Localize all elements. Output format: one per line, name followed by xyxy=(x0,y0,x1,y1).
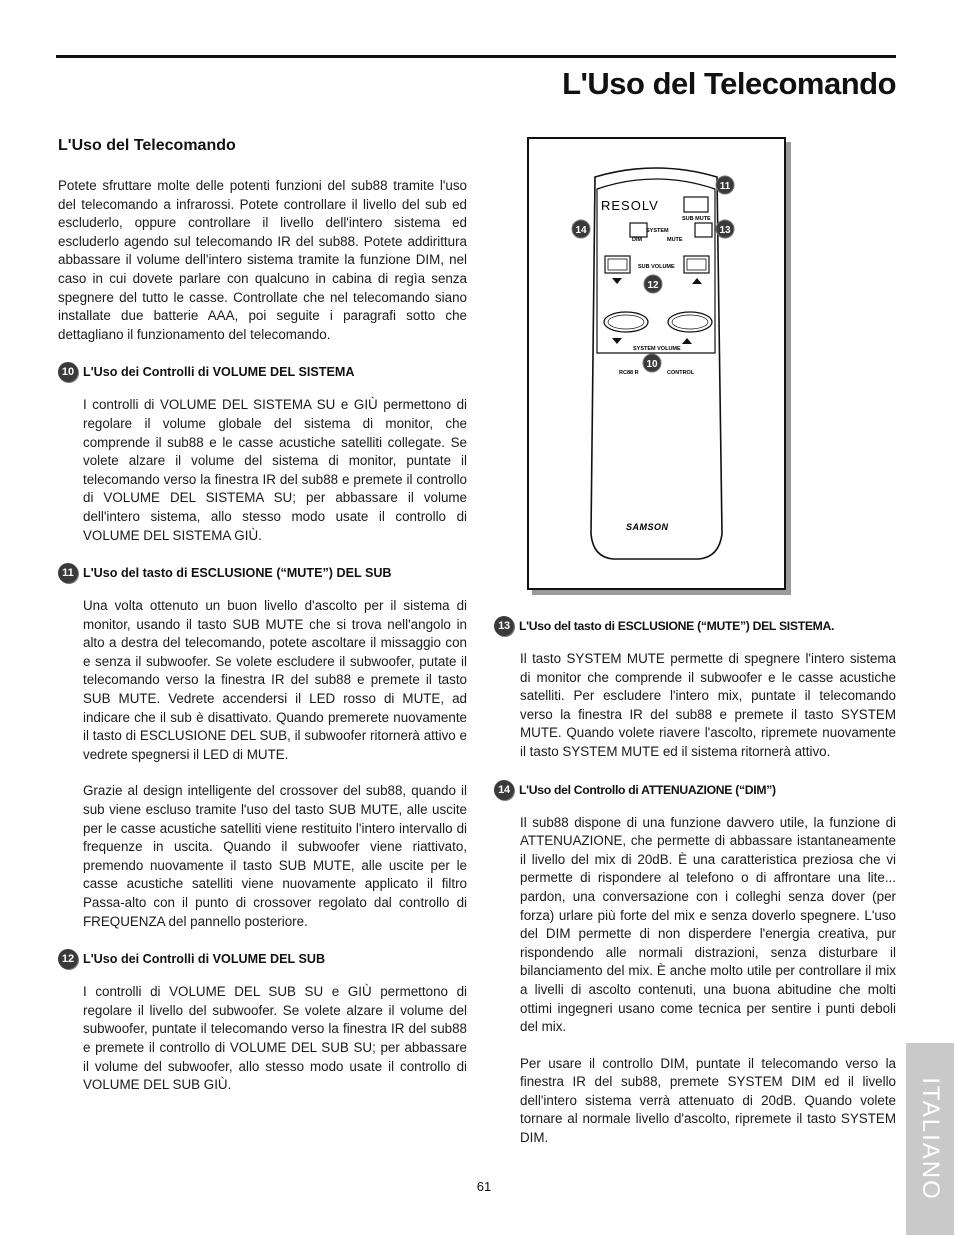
callout-14 xyxy=(572,220,590,238)
section-13-title: L'Uso del tasto di ESCLUSIONE (“MUTE”) DEL SISTEMA. xyxy=(519,619,835,633)
callout-10 xyxy=(643,354,661,372)
control-label: CONTROL xyxy=(667,370,695,376)
sub-volume-down-inner xyxy=(608,259,627,270)
section-13-text: Il tasto SYSTEM MUTE permette di spegnere l'intero sistema di monitor che comprende il subwoofer e le casse acustiche satelliti. Per escludere l'intero mix, puntate il telecomando verso la finestra IR del sub88 e premete il tasto SYSTEM MUTE. Quando volete riavere l'ascolto, ripremete nuovamente il tasto SYSTEM MUTE ed il sistema ritornerà attivo. xyxy=(520,651,896,759)
section-12-text: I controlli di VOLUME DEL SUB SU e GIÙ permettono di regolare il livello del subwoofer. Se volete alzare il volume del subwoofer, puntate il telecomando verso la finestra IR del sub88 e premete il controllo di VOLUME DEL SUB SU; per abbassare il volume del subwoofer, allo stesso modo usate il controllo di VOLUME DEL SUB GIÙ. xyxy=(83,984,467,1093)
callout-13-label: 13 xyxy=(719,225,731,236)
page-number: 61 xyxy=(476,1179,492,1194)
sub-volume-up-inner xyxy=(687,259,706,270)
callout-11-label: 11 xyxy=(719,181,731,192)
mute-label: MUTE xyxy=(667,237,683,243)
section-10-heading xyxy=(58,362,467,382)
remote-illustration xyxy=(529,139,784,588)
callout-13 xyxy=(716,220,734,238)
section-14-text-2: Per usare il controllo DIM, puntate il telecomando verso la finestra IR del sub88, premete SYSTEM DIM ed il livello dell'intero sistema verrà attenuato di 20dB. Quando volete tornare al normale livello d'ascolto, ripremete il tasto SYSTEM DIM. xyxy=(520,1055,896,1146)
callout-badge-10: 10 xyxy=(58,362,78,382)
section-14-title: L'Uso del Controllo di ATTENUAZIONE (“DIM”) xyxy=(519,782,776,797)
callout-12-label: 12 xyxy=(647,280,659,291)
callout-badge-12: 12 xyxy=(58,949,78,969)
callout-badge-11: 11 xyxy=(58,563,78,583)
callout-12 xyxy=(644,275,662,293)
section-12-title: L'Uso dei Controlli di VOLUME DEL SUB xyxy=(83,952,326,967)
section-13-heading xyxy=(494,616,896,636)
left-column xyxy=(58,137,467,1095)
system-volume-label: SYSTEM VOLUME xyxy=(633,346,681,352)
resolv-logo: RESOLV xyxy=(601,198,659,213)
top-rule xyxy=(56,55,896,58)
intro-text: Potete sfruttare molte delle potenti funzioni del sub88 tramite l'uso del telecomando a infrarossi. Potete controllare il livello del sub ed escluderlo, oppure controllare il livello dell'intero sistema ed escluderlo agendo sul telecomando IR del sub88. Potete addirittura abbassare il volume dell'intero sistema tramite la funzione DIM, nel caso in cui dovete parlare con qualcuno in cabina di regìa senza spegnere del tutto le casse. Controllate che nel telecomando siano installate due batterie AAA, poi seguite i paragrafi sotto che dettagliano il funzionamento del telecomando. xyxy=(58,178,467,342)
section-10-title: L'Uso dei Controlli di VOLUME DEL SISTEMA xyxy=(83,365,355,380)
section-11-title: L'Uso del tasto di ESCLUSIONE (“MUTE”) DEL SUB xyxy=(83,566,392,581)
callout-badge-13: 13 xyxy=(494,616,514,636)
section-10-text: I controlli di VOLUME DEL SISTEMA SU e GIÙ permettono di regolare il volume globale del sistema di monitor, che comprende il sub88 e le casse acustiche satelliti collegate. Se volete alzare il volume del sistema di monitor, puntate il telecomando verso la finestra IR del sub88 e premete il controllo di VOLUME DEL SISTEMA SU; per abbassare il volume dell'intero sistema, allo stesso modo usate il controllo di VOLUME DEL SISTEMA GIÙ. xyxy=(83,397,467,543)
intro-heading: L'Uso del Telecomando xyxy=(58,137,236,154)
remote-figure xyxy=(527,137,786,590)
dim-label: DIM xyxy=(632,237,643,243)
system-label: SYSTEM xyxy=(646,228,669,234)
model-label: RC88 R xyxy=(619,370,639,376)
section-14-text-1: Il sub88 dispone di una funzione davvero utile, la funzione di ATTENUAZIONE, che permette di abbassare istantaneamente il livello del mix di 20dB. È una caratteristica preziosa che vi permette di rispondere al telefono o di affrontare una lite... pardon, una conversazione con i colleghi senza dover (per forza) urlare più forte del mix e senza doverlo spegnere. L'uso del DIM permette di non disperdere l'energia creativa, pur rispondendo alle normali distrazioni, senza disturbare il bilanciamento del mix. È anche molto utile per controllare il mix a livelli di ascolto contenuti, una buona abitudine che molti ottimi ingegneri usano come tecnica per sentire i punti deboli del mix. xyxy=(520,814,896,1035)
callout-11 xyxy=(716,176,734,194)
sub-mute-label: SUB MUTE xyxy=(682,216,711,222)
section-11-text-1: Una volta ottenuto un buon livello d'ascolto per il sistema di monitor, usando il tasto SUB MUTE che si trova nell'angolo in alto a destra del telecomando, potete ascoltare il missaggio con e senza il subwoofer. Se volete escludere il subwoofer, putate il telecomando verso la finestra IR del sub88 e premete il tasto SUB MUTE. Vedrete accendersi il LED rosso di MUTE, ad indicare che il sub è disattivato. Quando premerete nuovamente il tasto di ESCLUSIONE DEL SUB, il subwoofer ritornerà attivo e vedrete spegnersi il LED di MUTE. xyxy=(83,598,467,762)
sub-mute-button[interactable] xyxy=(684,197,708,212)
language-tab-label: ITALIANO xyxy=(917,1077,944,1201)
samson-logo: SAMSON xyxy=(626,522,669,532)
language-side-tab xyxy=(906,1043,954,1235)
callout-10-label: 10 xyxy=(646,359,658,370)
page-title: L'Uso del Telecomando xyxy=(562,66,896,101)
section-11-heading xyxy=(58,563,467,583)
right-column xyxy=(494,616,896,1148)
paragraph-spacer xyxy=(494,1037,896,1055)
paragraph-spacer xyxy=(58,764,467,782)
section-11-text-2: Grazie al design intelligente del crossover del sub88, quando il sub viene escluso tramite l'uso del tasto SUB MUTE, alle uscite per le casse acustiche satelliti viene restituito l'intero intervallo di frequenze in uscita. Quando il subwoofer viene riattivato, premendo nuovamente il tasto SUB MUTE, alle uscite per le casse acustiche satelliti viene nuovamente applicato il filtro Passa-alto con il punto di crossover regolato dal controllo di FREQUENZA del pannello posteriore. xyxy=(83,783,467,929)
section-12-heading xyxy=(58,949,467,969)
sub-volume-label: SUB VOLUME xyxy=(638,264,675,270)
system-dim-button[interactable] xyxy=(630,223,647,237)
callout-badge-14: 14 xyxy=(494,780,514,800)
callout-14-label: 14 xyxy=(575,225,587,236)
section-14-heading xyxy=(494,780,896,800)
system-mute-button[interactable] xyxy=(695,223,712,237)
